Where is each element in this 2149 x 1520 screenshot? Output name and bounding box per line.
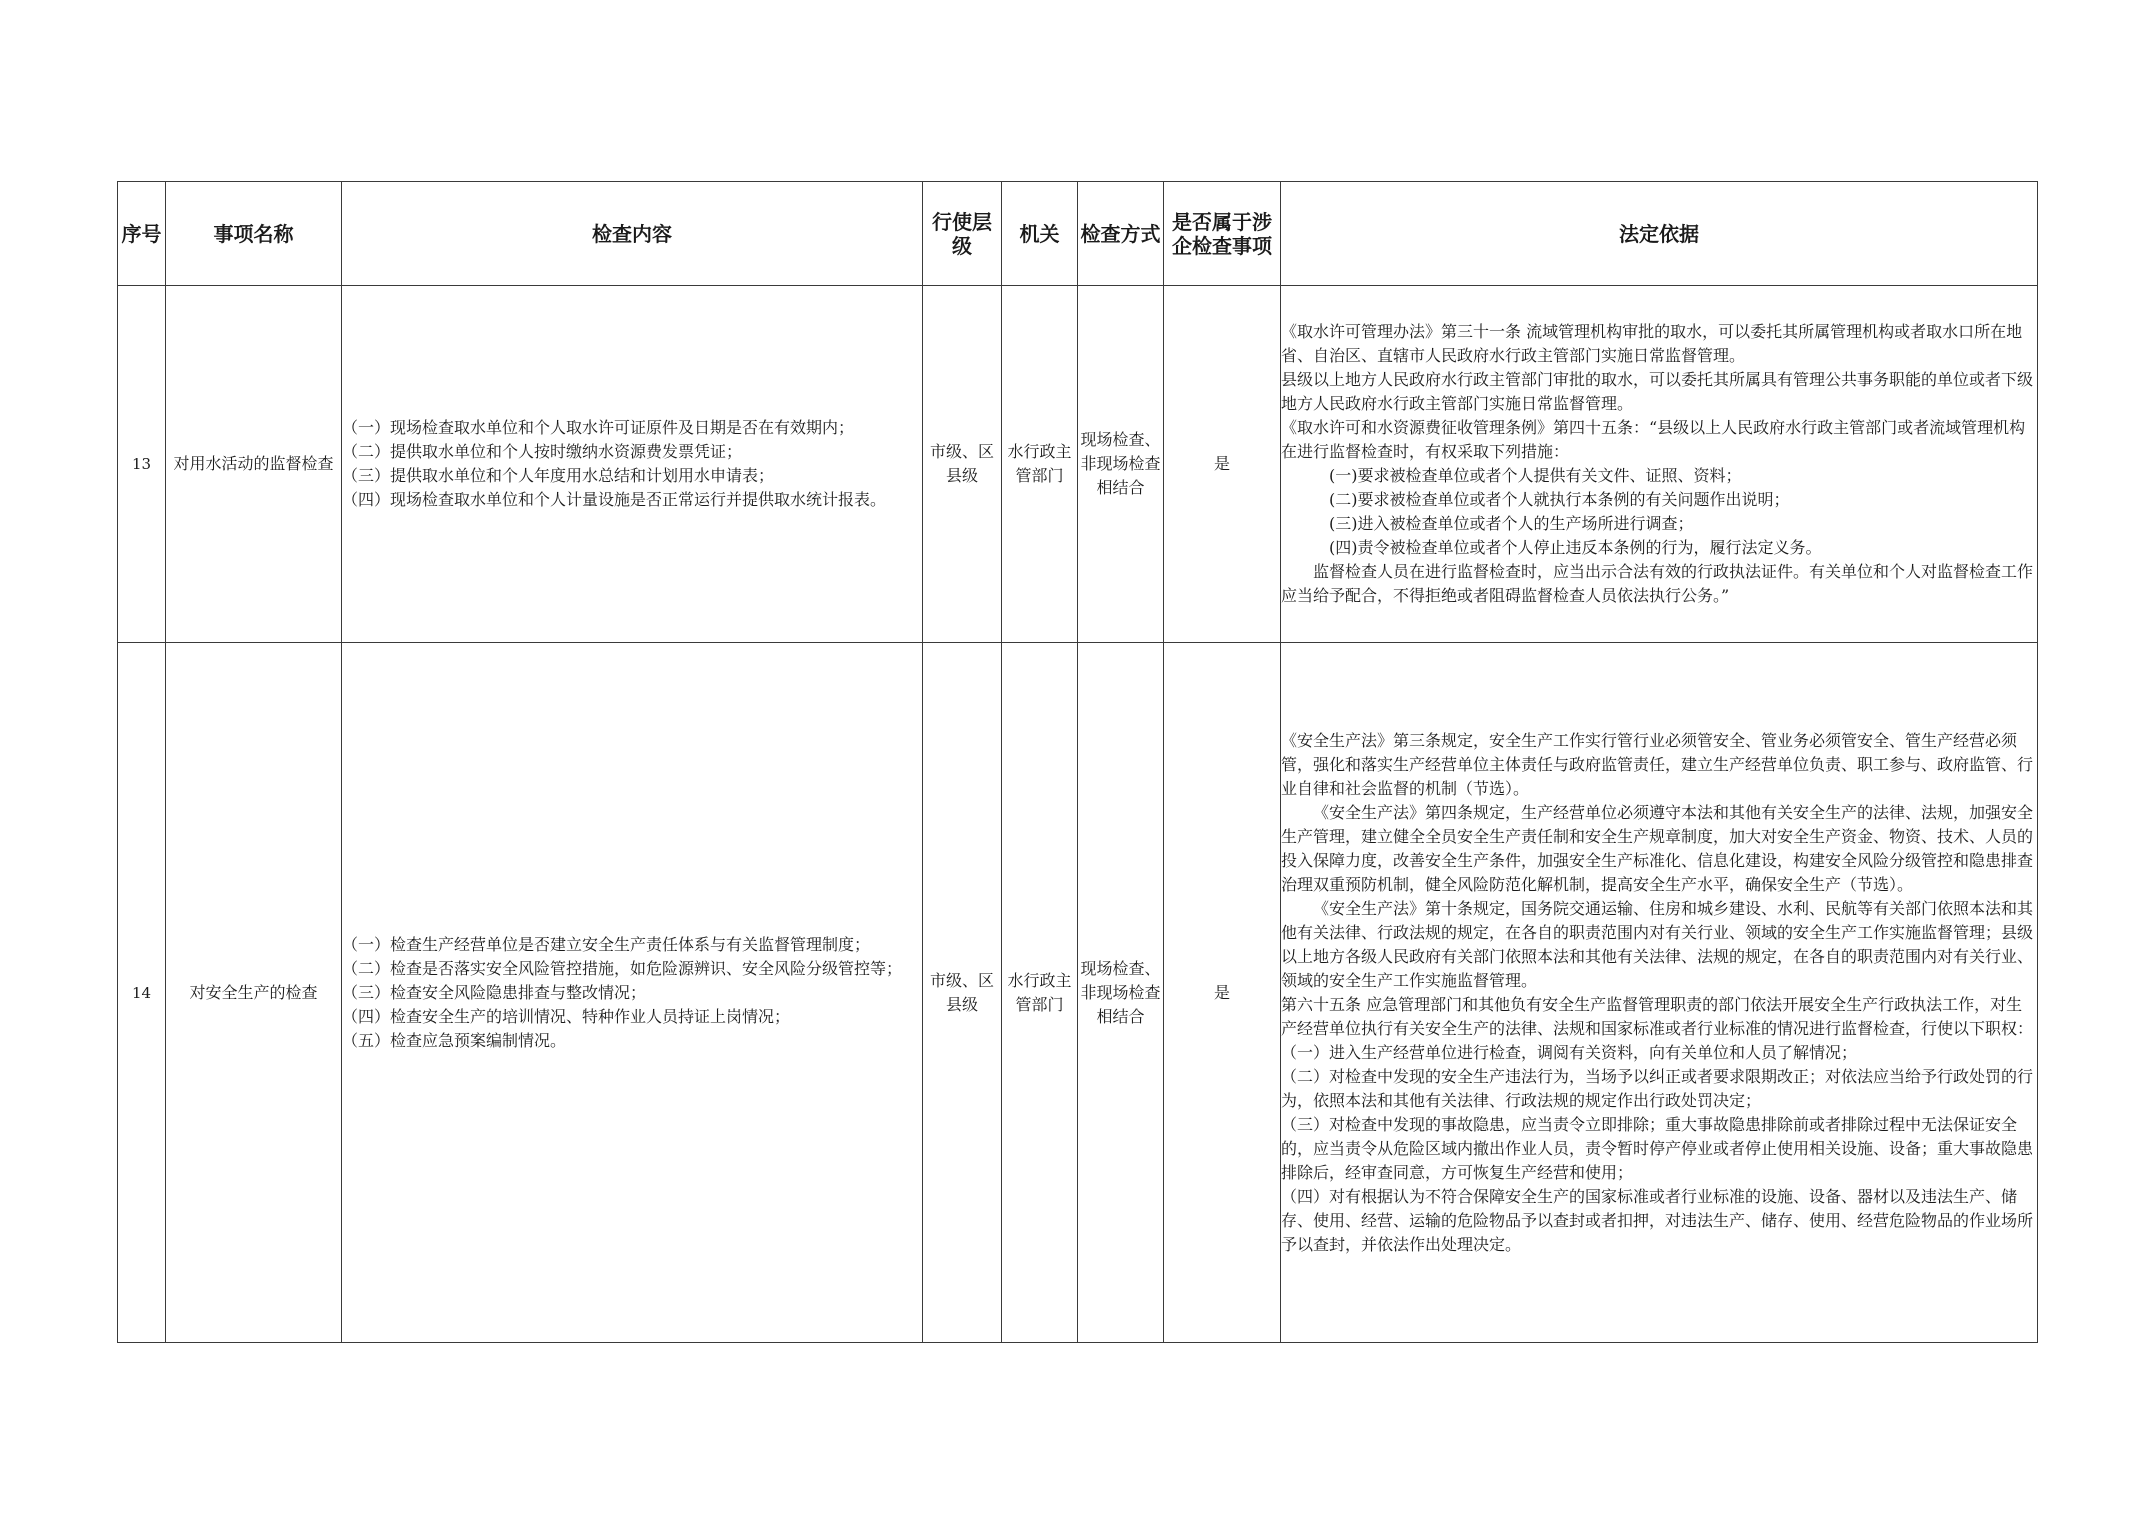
- content-line: （二）提供取水单位和个人按时缴纳水资源费发票凭证；: [342, 442, 743, 461]
- cell-basis: [1281, 643, 2038, 1343]
- cell-authority: 水行政主管部门: [1002, 286, 1078, 643]
- basis-paragraph: （三）对检查中发现的事故隐患，应当责令立即排除；重大事故隐患排除前或者排除过程中无法保证安全的，应当责令从危险区域内撤出作业人员，责令暂时停产停业或者停止使用相关设施、设备；重大事故隐患排除后，经审查同意，方可恢复生产经营和使用；: [1281, 1114, 2034, 1182]
- content-line: （三）提供取水单位和个人年度用水总结和计划用水申请表；: [342, 466, 775, 485]
- content-line: （四）现场检查取水单位和个人计量设施是否正常运行并提供取水统计报表。: [342, 490, 887, 509]
- cell-item-name: 对用水活动的监督检查: [166, 286, 342, 643]
- cell-level: 市级、区县级: [923, 643, 1002, 1343]
- header-enterprise: 是否属于涉企检查事项: [1164, 182, 1281, 286]
- content-line: （五）检查应急预案编制情况。: [342, 1030, 567, 1050]
- cell-basis: [1281, 286, 2038, 643]
- cell-authority: 水行政主管部门: [1002, 643, 1078, 1343]
- basis-paragraph: 《安全生产法》第三条规定，安全生产工作实行管行业必须管安全、管业务必须管安全、管生产经营必须管，强化和落实生产经营单位主体责任与政府监管责任，建立生产经营单位负责、职工参与、政府监管、行业自律和社会监督的机制（节选）。: [1281, 730, 2034, 798]
- basis-paragraph: （二）对检查中发现的安全生产违法行为，当场予以纠正或者要求限期改正；对依法应当给予行政处罚的行为，依照本法和其他有关法律、行政法规的规定作出行政处罚决定；: [1281, 1066, 2034, 1110]
- basis-paragraph: 《安全生产法》第四条规定，生产经营单位必须遵守本法和其他有关安全生产的法律、法规，加强安全生产管理，建立健全全员安全生产责任制和安全生产规章制度，加大对安全生产资金、物资、技术、人员的投入保障力度，改善安全生产条件，加强安全生产标准化、信息化建设，构建安全风险分级管控和隐患排查治理双重预防机制，健全风险防范化解机制，提高安全生产水平，确保安全生产（节选）。: [1281, 802, 2034, 894]
- header-method: 检查方式: [1078, 182, 1164, 286]
- basis-paragraph: (二)要求被检查单位或者个人就执行本条例的有关问题作出说明；: [1329, 490, 1790, 509]
- cell-level: 市级、区县级: [923, 286, 1002, 643]
- basis-paragraph: 《安全生产法》第十条规定，国务院交通运输、住房和城乡建设、水利、民航等有关部门依照本法和其他有关法律、行政法规的规定，在各自的职责范围内对有关行业、领域的安全生产工作实施监督管理；县级以上地方各级人民政府有关部门依照本法和其他有关法律、法规的规定，在各自的职责范围内对有关行业、领域的安全生产工作实施监督管理。: [1281, 898, 2034, 990]
- cell-content: [342, 286, 923, 643]
- inspection-items-table: [117, 181, 2038, 1343]
- cell-method: 现场检查、非现场检查相结合: [1078, 286, 1164, 643]
- table-header-row: [118, 182, 2038, 286]
- basis-paragraph: (三)进入被检查单位或者个人的生产场所进行调查；: [1329, 514, 1694, 533]
- cell-item-name: 对安全生产的检查: [166, 643, 342, 1343]
- basis-paragraph: 县级以上地方人民政府水行政主管部门审批的取水，可以委托其所属具有管理公共事务职能的单位或者下级地方人民政府水行政主管部门实施日常监督管理。: [1281, 370, 2034, 413]
- header-item-name: 事项名称: [166, 182, 342, 286]
- cell-enterprise: 是: [1164, 643, 1281, 1343]
- content-line: （四）检查安全生产的培训情况、特种作业人员持证上岗情况；: [342, 1006, 791, 1026]
- cell-content: [342, 643, 923, 1343]
- basis-paragraph: （一）进入生产经营单位进行检查，调阅有关资料，向有关单位和人员了解情况；: [1281, 1042, 1858, 1062]
- basis-paragraph: 《取水许可管理办法》第三十一条 流域管理机构审批的取水，可以委托其所属管理机构或者取水口所在地省、自治区、直辖市人民政府水行政主管部门实施日常监督管理。: [1281, 322, 2023, 365]
- header-seq: 序号: [118, 182, 166, 286]
- table-row: [118, 643, 2038, 1343]
- cell-method: 现场检查、非现场检查相结合: [1078, 643, 1164, 1343]
- cell-seq: 13: [118, 286, 166, 643]
- basis-paragraph: 《取水许可和水资源费征收管理条例》第四十五条：“县级以上人民政府水行政主管部门或者流域管理机构在进行监督检查时，有权采取下列措施：: [1281, 418, 2026, 461]
- basis-paragraph: 第六十五条 应急管理部门和其他负有安全生产监督管理职责的部门依法开展安全生产行政执法工作，对生产经营单位执行有关安全生产的法律、法规和国家标准或者行业标准的情况进行监督检查，行使以下职权：: [1281, 994, 2034, 1038]
- basis-paragraph: 监督检查人员在进行监督检查时，应当出示合法有效的行政执法证件。有关单位和个人对监督检查工作应当给予配合，不得拒绝或者阻碍监督检查人员依法执行公务。”: [1281, 562, 2034, 605]
- basis-paragraph: (四)责令被检查单位或者个人停止违反本条例的行为，履行法定义务。: [1329, 538, 1822, 557]
- cell-enterprise: 是: [1164, 286, 1281, 643]
- basis-paragraph: （四）对有根据认为不符合保障安全生产的国家标准或者行业标准的设施、设备、器材以及违法生产、储存、使用、经营、运输的危险物品予以查封或者扣押，对违法生产、储存、使用、经营危险物品的作业场所予以查封，并依法作出处理决定。: [1281, 1186, 2034, 1254]
- header-basis: 法定依据: [1281, 182, 2038, 286]
- basis-paragraph: (一)要求被检查单位或者个人提供有关文件、证照、资料；: [1329, 466, 1742, 485]
- content-line: （一）现场检查取水单位和个人取水许可证原件及日期是否在有效期内；: [342, 418, 855, 437]
- cell-seq: 14: [118, 643, 166, 1343]
- header-authority: 机关: [1002, 182, 1078, 286]
- content-line: （三）检查安全风险隐患排查与整改情况；: [342, 982, 647, 1002]
- header-content: 检查内容: [342, 182, 923, 286]
- header-level: 行使层级: [923, 182, 1002, 286]
- table-row: [118, 286, 2038, 643]
- content-line: （二）检查是否落实安全风险管控措施，如危险源辨识、安全风险分级管控等；: [342, 958, 903, 978]
- content-line: （一）检查生产经营单位是否建立安全生产责任体系与有关监督管理制度；: [342, 934, 871, 954]
